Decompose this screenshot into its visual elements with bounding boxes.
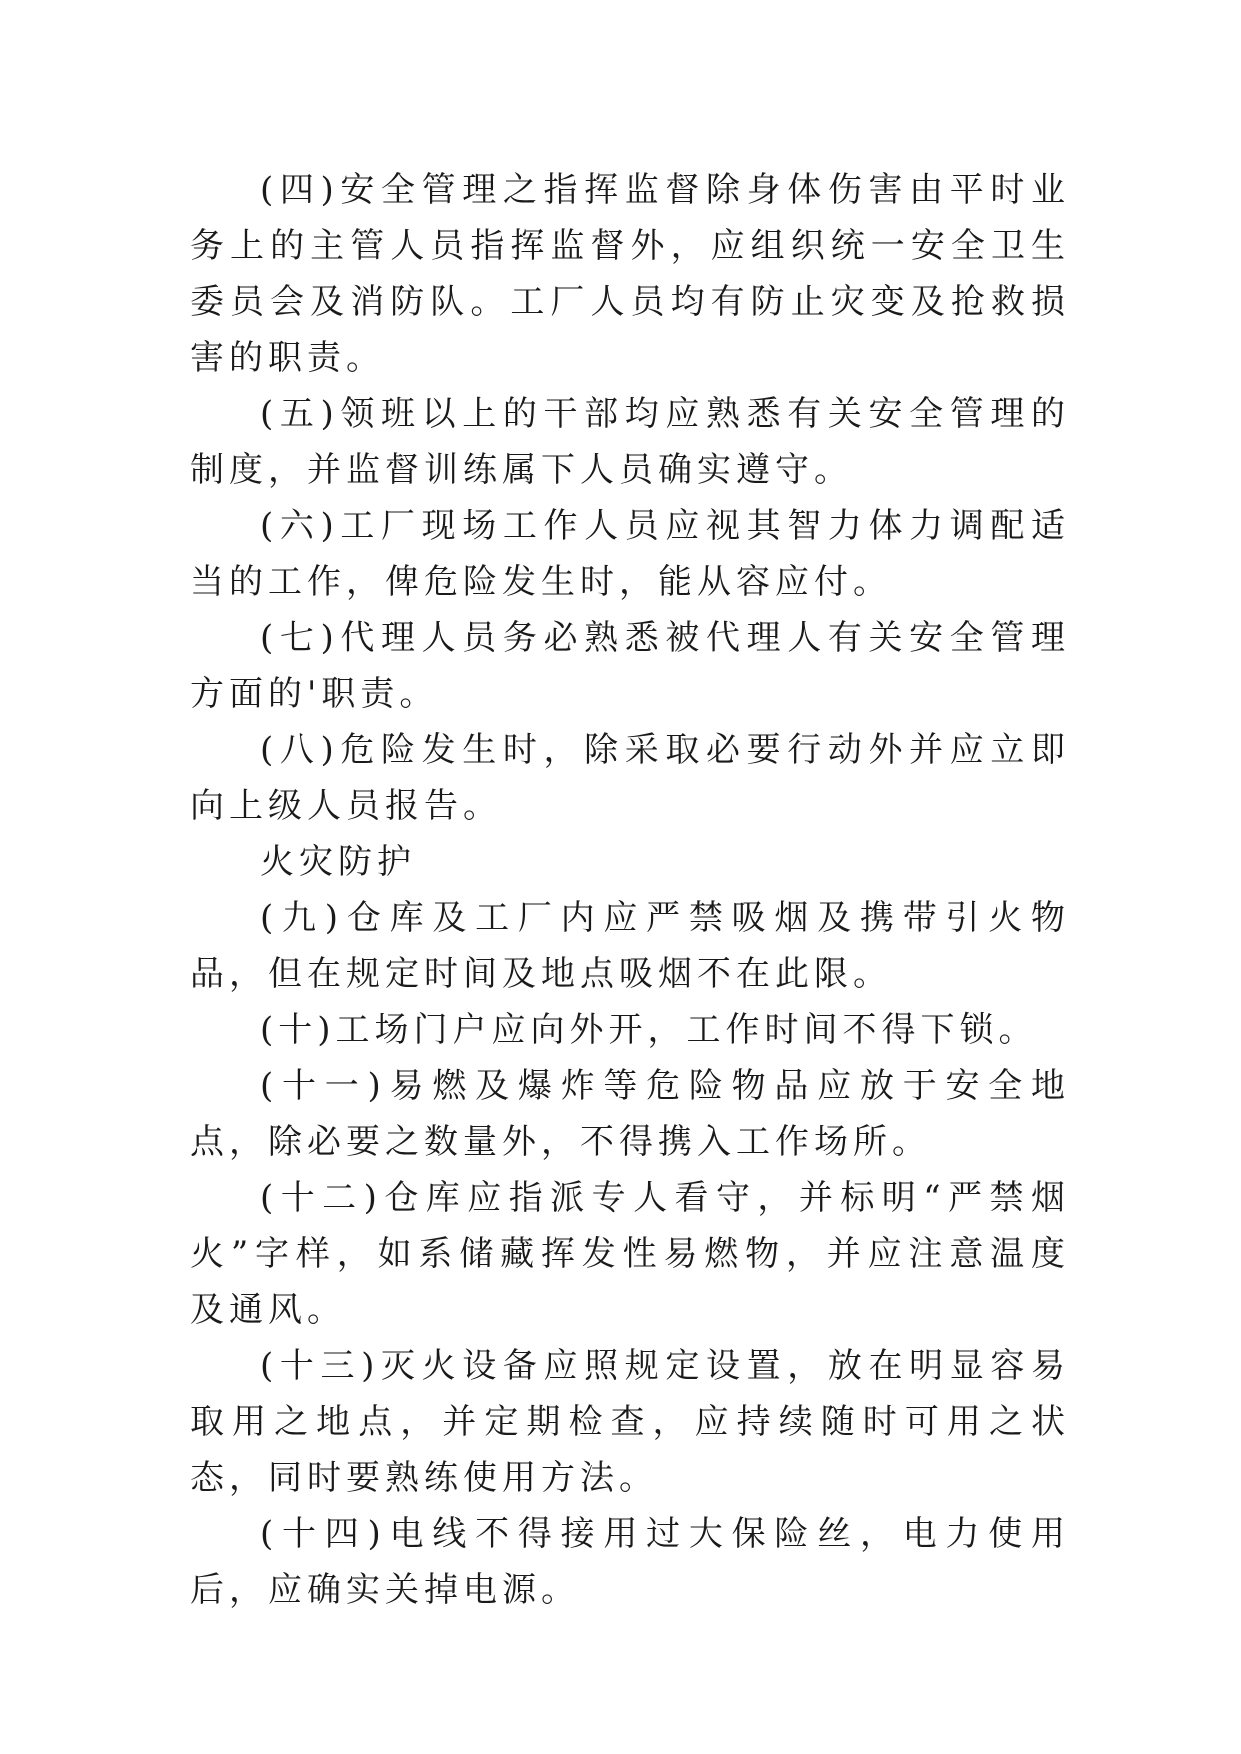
paragraph-14: (十四)电线不得接用过大保险丝，电力使用后，应确实关掉电源。: [190, 1514, 1070, 1610]
paragraph-5: (五)领班以上的干部均应熟悉有关安全管理的制度，并监督训练属下人员确实遵守。: [190, 394, 1070, 490]
paragraph-12: (十二)仓库应指派专人看守，并标明“严禁烟火”字样，如系储藏挥发性易燃物，并应注意温度及通风。: [190, 1178, 1070, 1330]
document-body: [190, 162, 1070, 1618]
paragraph-8: (八)危险发生时，除采取必要行动外并应立即向上级人员报告。: [190, 730, 1070, 826]
paragraph-13: (十三)灭火设备应照规定设置，放在明显容易取用之地点，并定期检查，应持续随时可用之状态，同时要熟练使用方法。: [190, 1346, 1070, 1498]
paragraph-6: (六)工厂现场工作人员应视其智力体力调配适当的工作，俾危险发生时，能从容应付。: [190, 506, 1070, 602]
paragraph-11: (十一)易燃及爆炸等危险物品应放于安全地点，除必要之数量外，不得携入工作场所。: [190, 1066, 1070, 1162]
paragraph-7: (七)代理人员务必熟悉被代理人有关安全管理方面的'职责。: [190, 618, 1070, 714]
section-heading-fire-protection: 火灾防护: [260, 842, 416, 882]
paragraph-4: (四)安全管理之指挥监督除身体伤害由平时业务上的主管人员指挥监督外，应组织统一安全卫生委员会及消防队。工厂人员均有防止灾变及抢救损害的职责。: [190, 170, 1070, 378]
paragraph-9: (九)仓库及工厂内应严禁吸烟及携带引火物品，但在规定时间及地点吸烟不在此限。: [190, 898, 1070, 994]
paragraph-10: (十)工场门户应向外开，工作时间不得下锁。: [260, 1010, 1038, 1050]
